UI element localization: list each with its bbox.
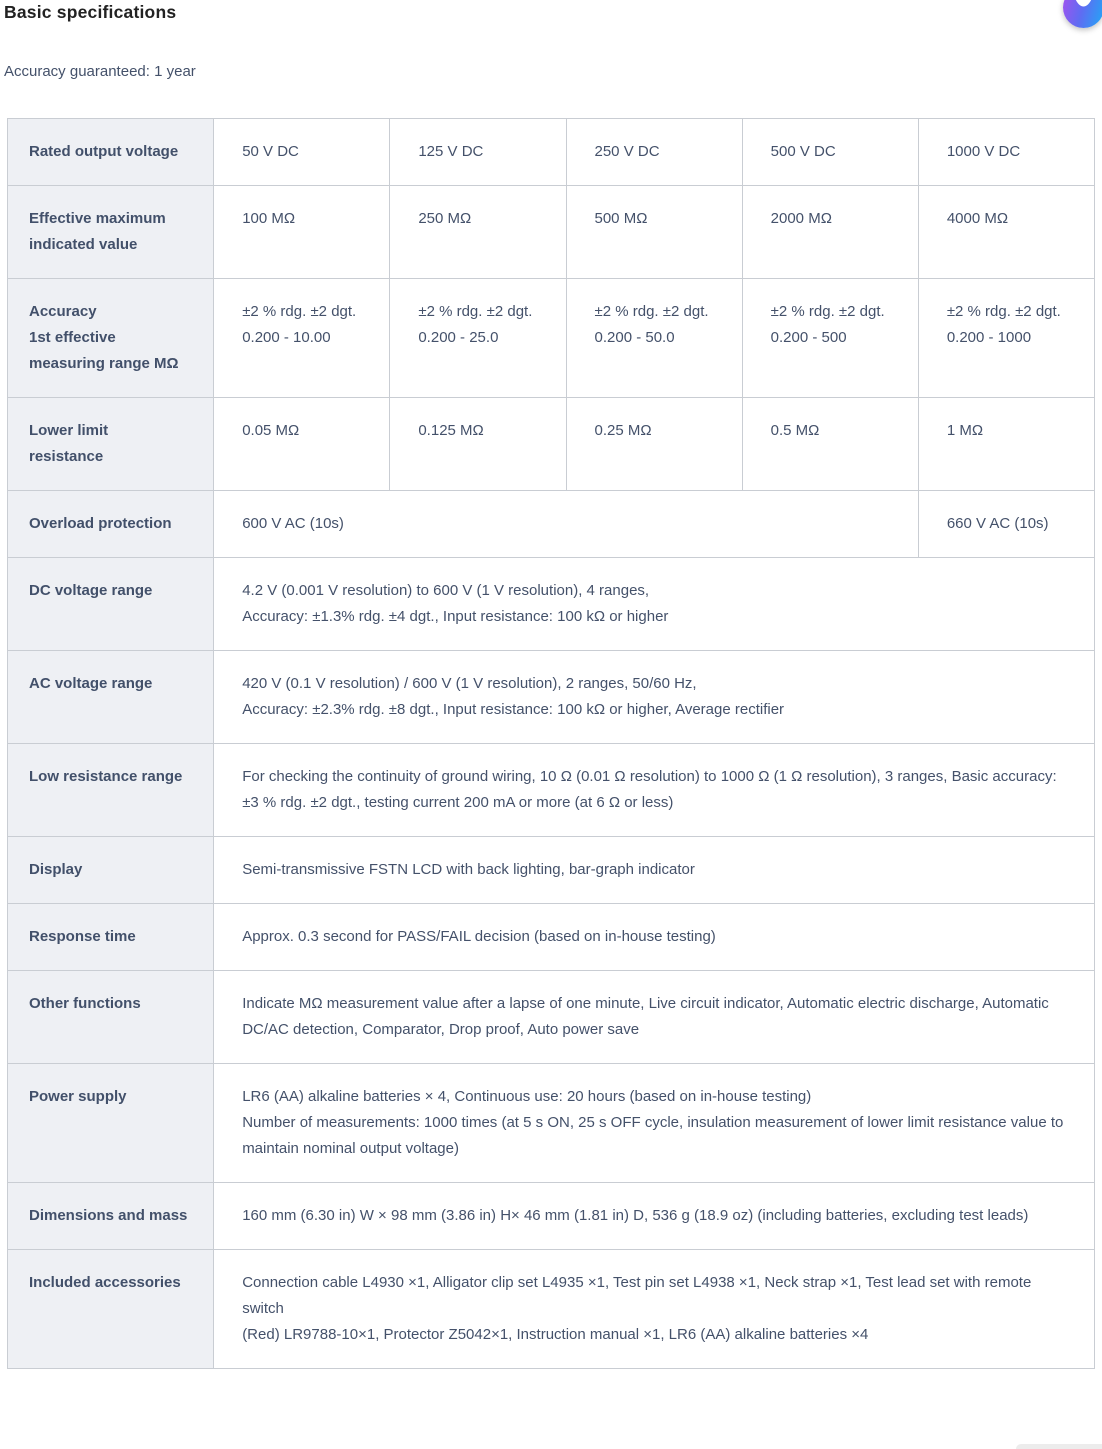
page-title: Basic specifications: [4, 2, 177, 22]
spec-value: 1 MΩ: [946, 422, 984, 439]
row-label-line: Low resistance range: [29, 768, 183, 785]
row-label-line: Other functions: [29, 995, 141, 1012]
spec-value: 420 V (0.1 V resolution) / 600 V (1 V resolution), 2 ranges, 50/60 Hz,: [242, 675, 697, 692]
spec-value: 160 mm (6.30 in) W × 98 mm (3.86 in) H× 46 mm (1.81 in) D, 536 g (18.9 oz) (including batteries, excluding test leads): [242, 1207, 1029, 1224]
spec-cell: [918, 279, 1094, 398]
row-label-line: 1st effective: [29, 329, 116, 346]
spec-value: 0.200 - 500: [770, 329, 847, 346]
row-label: [8, 119, 214, 186]
row-label: [8, 491, 214, 558]
spec-cell: [918, 491, 1094, 558]
spec-cell: [918, 398, 1094, 491]
spec-value: 500 MΩ: [594, 210, 648, 227]
spec-cell: [214, 119, 390, 186]
spec-cell: [214, 837, 1095, 904]
spec-cell: [214, 651, 1095, 744]
spec-value: 250 V DC: [594, 143, 660, 160]
row-label: [8, 398, 214, 491]
table-row-included-accessories: [8, 1250, 1095, 1369]
spec-value: For checking the continuity of ground wiring, 10 Ω (0.01 Ω resolution) to 1000 Ω (1 Ω resolution), 3 ranges, Basic accuracy: ±3 % rdg. ±2 dgt., testing current 200 mA or more (at 6 Ω or less): [242, 768, 1057, 811]
spec-value: 0.5 MΩ: [770, 422, 820, 439]
spec-cell: [390, 119, 566, 186]
table-row-ac-voltage-range: [8, 651, 1095, 744]
basic-specifications-table: [7, 118, 1095, 1369]
table-row-accuracy: [8, 279, 1095, 398]
spec-cell: [214, 186, 390, 279]
row-label: [8, 1183, 214, 1250]
row-label: [8, 558, 214, 651]
row-label: [8, 971, 214, 1064]
spec-cell: [742, 119, 918, 186]
spec-cell: [918, 186, 1094, 279]
table-row-display: [8, 837, 1095, 904]
spec-cell: [566, 398, 742, 491]
accuracy-guarantee-note: Accuracy guaranteed: 1 year: [4, 63, 196, 80]
row-label-line: Power supply: [29, 1088, 127, 1105]
table-row-other-functions: [8, 971, 1095, 1064]
spec-cell: [214, 744, 1095, 837]
spec-cell: [214, 1183, 1095, 1250]
spec-value: ±2 % rdg. ±2 dgt.: [242, 303, 357, 320]
spec-value: 0.25 MΩ: [594, 422, 652, 439]
spec-cell: [566, 279, 742, 398]
spec-value: ±2 % rdg. ±2 dgt.: [770, 303, 885, 320]
spec-cell: [918, 119, 1094, 186]
table-row-dc-voltage-range: [8, 558, 1095, 651]
spec-value: Accuracy: ±2.3% rdg. ±8 dgt., Input resistance: 100 kΩ or higher, Average rectifier: [242, 701, 785, 718]
spec-cell: [214, 279, 390, 398]
spec-value: 50 V DC: [242, 143, 299, 160]
spec-value: ±2 % rdg. ±2 dgt.: [946, 303, 1061, 320]
row-label-line: AC voltage range: [29, 675, 153, 692]
row-label-line: Lower limit: [29, 422, 109, 439]
row-label-line: Response time: [29, 928, 136, 945]
row-label: [8, 904, 214, 971]
table-row-overload-protection: [8, 491, 1095, 558]
row-label-line: Included accessories: [29, 1274, 181, 1291]
table-row-effective-maximum: [8, 186, 1095, 279]
spec-cell: [742, 279, 918, 398]
table-row-response-time: [8, 904, 1095, 971]
row-label: [8, 1250, 214, 1369]
spec-value: Approx. 0.3 second for PASS/FAIL decision (based on in-house testing): [242, 928, 716, 945]
row-label-line: Effective maximum: [29, 210, 166, 227]
spec-value: 0.05 MΩ: [242, 422, 300, 439]
row-label: [8, 1064, 214, 1183]
spec-cell: [214, 1250, 1095, 1369]
row-label-line: indicated value: [29, 236, 138, 253]
row-label: [8, 837, 214, 904]
spec-value: 1000 V DC: [946, 143, 1021, 160]
spec-cell: [742, 186, 918, 279]
table-row-lower-limit-resistance: [8, 398, 1095, 491]
spec-value: 125 V DC: [418, 143, 484, 160]
spec-value: Indicate MΩ measurement value after a lapse of one minute, Live circuit indicator, Automatic electric discharge, Automatic DC/AC detection, Comparator, Drop proof, Auto power save: [242, 995, 1049, 1038]
spec-value: 100 MΩ: [242, 210, 296, 227]
spec-value: 660 V AC (10s): [946, 515, 1049, 532]
row-label: [8, 651, 214, 744]
spec-value: 0.200 - 50.0: [594, 329, 675, 346]
spec-value: Number of measurements: 1000 times (at 5 s ON, 25 s OFF cycle, insulation measurement of lower limit resistance value to maintain nominal output voltage): [242, 1114, 1064, 1157]
spec-cell: [214, 1064, 1095, 1183]
spec-cell: [566, 119, 742, 186]
spec-value: ±2 % rdg. ±2 dgt.: [594, 303, 709, 320]
row-label-line: DC voltage range: [29, 582, 153, 599]
table-row-power-supply: [8, 1064, 1095, 1183]
spec-value: Semi-transmissive FSTN LCD with back lighting, bar-graph indicator: [242, 861, 695, 878]
spec-value: Accuracy: ±1.3% rdg. ±4 dgt., Input resistance: 100 kΩ or higher: [242, 608, 669, 625]
row-label-line: Display: [29, 861, 83, 878]
spec-cell: [214, 971, 1095, 1064]
table-row-dimensions-mass: [8, 1183, 1095, 1250]
row-label-line: measuring range MΩ: [29, 355, 179, 372]
table-row-low-resistance-range: [8, 744, 1095, 837]
spec-cell: [214, 558, 1095, 651]
spec-cell: [214, 398, 390, 491]
spec-cell: [214, 904, 1095, 971]
spec-cell: [214, 491, 919, 558]
spec-value: 0.125 MΩ: [418, 422, 484, 439]
spec-value: ±2 % rdg. ±2 dgt.: [418, 303, 533, 320]
spec-value: LR6 (AA) alkaline batteries × 4, Continuous use: 20 hours (based on in-house testing): [242, 1088, 812, 1105]
spec-cell: [390, 398, 566, 491]
spec-value: 2000 MΩ: [770, 210, 832, 227]
spec-value: 0.200 - 10.00: [242, 329, 331, 346]
row-label-line: Overload protection: [29, 515, 172, 532]
spec-cell: [390, 186, 566, 279]
spec-value: 500 V DC: [770, 143, 836, 160]
chat-widget-button[interactable]: [1063, 0, 1102, 28]
spec-value: 600 V AC (10s): [242, 515, 344, 532]
row-label: [8, 279, 214, 398]
spec-cell: [742, 398, 918, 491]
row-label-line: Dimensions and mass: [29, 1207, 188, 1224]
spec-value: 0.200 - 25.0: [418, 329, 499, 346]
spec-value: 4.2 V (0.001 V resolution) to 600 V (1 V resolution), 4 ranges,: [242, 582, 650, 599]
row-label-line: Rated output voltage: [29, 143, 179, 160]
spec-value: (Red) LR9788-10×1, Protector Z5042×1, Instruction manual ×1, LR6 (AA) alkaline batteries ×4: [242, 1326, 869, 1343]
row-label: [8, 744, 214, 837]
spec-cell: [390, 279, 566, 398]
spec-value: 0.200 - 1000: [946, 329, 1032, 346]
row-label-line: Accuracy: [29, 303, 97, 320]
row-label-line: resistance: [29, 448, 104, 465]
table-row-rated-output-voltage: [8, 119, 1095, 186]
spec-value: Connection cable L4930 ×1, Alligator clip set L4935 ×1, Test pin set L4938 ×1, Neck strap ×1, Test lead set with remote switch: [242, 1274, 1032, 1317]
spec-value: 4000 MΩ: [946, 210, 1009, 227]
bottom-right-panel-edge: [1016, 1444, 1102, 1449]
row-label: [8, 186, 214, 279]
spec-value: 250 MΩ: [418, 210, 472, 227]
spec-cell: [566, 186, 742, 279]
